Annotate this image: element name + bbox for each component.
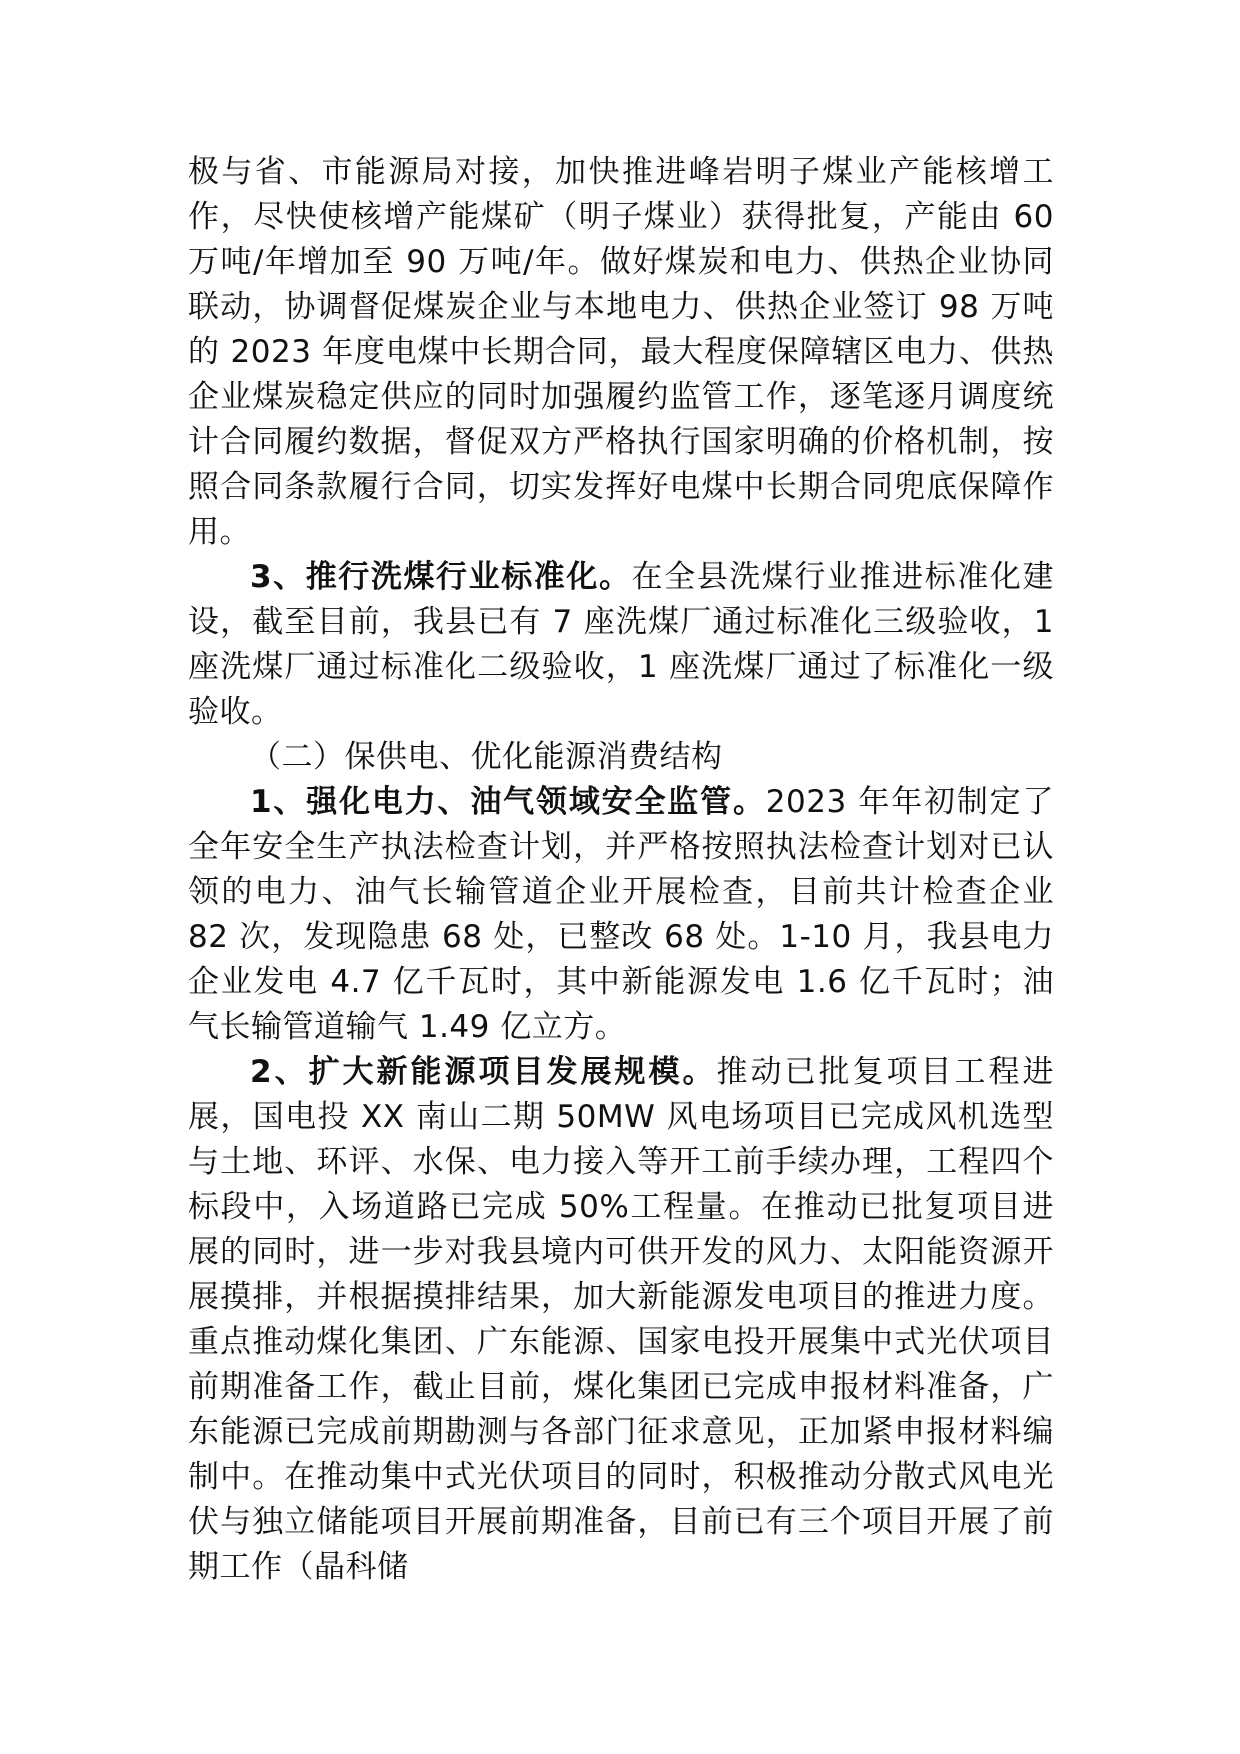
paragraph-body-new-energy: 推动已批复项目工程进展，国电投 XX 南山二期 50MW 风电场项目已完成风机选型与土地、环评、水保、电力接入等开工前手续办理，工程四个标段中，入场道路已完成 50%工程量。在推动已批复项目进展的同时，进一步对我县境内可供开发的风力、太阳能资源开展摸排，并根据摸排结果，加大新能源发电项目的推进力度。重点推动煤化集团、广东能源、国家电投开展集中式光伏项目前期准备工作，截止目前，煤化集团已完成申报材料准备，广东能源已完成前期勘测与各部门征求意见，正加紧申报材料编制中。在推动集中式光伏项目的同时，积极推动分散式风电光伏与独立储能项目开展前期准备，目前已有三个项目开展了前期工作（晶科储 xyxy=(188,1054,1054,1585)
section-heading-power-supply: （二）保供电、优化能源消费结构 xyxy=(250,739,723,775)
document-page xyxy=(188,150,1054,1590)
paragraph-coal-capacity: 极与省、市能源局对接，加快推进峰岩明子煤业产能核增工作，尽快使核增产能煤矿（明子煤业）获得批复，产能由 60 万吨/年增加至 90 万吨/年。做好煤炭和电力、供热企业协同联动，协调督促煤炭企业与本地电力、供热企业签订 98 万吨的 2023 年度电煤中长期合同，最大程度保障辖区电力、供热企业煤炭稳定供应的同时加强履约监管工作，逐笔逐月调度统计合同履约数据，督促双方严格执行国家明确的价格机制，按照合同条款履行合同，切实发挥好电煤中长期合同兜底保障作用。 xyxy=(188,154,1054,550)
paragraph-body-safety-supervision: 2023 年年初制定了全年安全生产执法检查计划，并严格按照执法检查计划对已认领的电力、油气长输管道企业开展检查，目前共计检查企业 82 次，发现隐患 68 处，已整改 68 处。1-10 月，我县电力企业发电 4.7 亿千瓦时，其中新能源发电 1.6 亿千瓦时；油气长输管道输气 1.49 亿立方。 xyxy=(188,784,1054,1045)
paragraph-coal-washing xyxy=(188,555,1054,735)
paragraph-lead-safety-supervision: 1、强化电力、油气领域安全监管。 xyxy=(250,784,766,820)
paragraph-lead-new-energy: 2、扩大新能源项目发展规模。 xyxy=(250,1054,717,1090)
paragraph-safety-supervision xyxy=(188,780,1054,1050)
paragraph-new-energy xyxy=(188,1050,1054,1590)
paragraph-lead-coal-washing: 3、推行洗煤行业标准化。 xyxy=(250,559,632,595)
paragraph-body-coal-washing: 在全县洗煤行业推进标准化建设，截至目前，我县已有 7 座洗煤厂通过标准化三级验收，1 座洗煤厂通过标准化二级验收，1 座洗煤厂通过了标准化一级验收。 xyxy=(188,559,1054,730)
